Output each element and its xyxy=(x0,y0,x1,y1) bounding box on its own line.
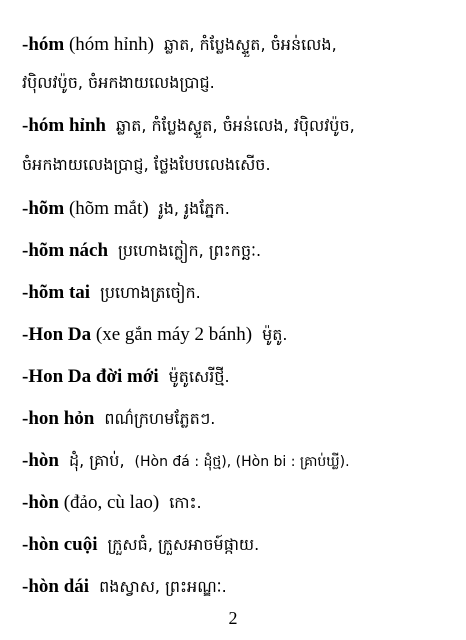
vietnamese-gloss: (hóm hỉnh) xyxy=(68,34,154,55)
headword: -hon hỏn xyxy=(22,408,95,429)
dictionary-entry xyxy=(22,32,452,58)
page-number: 2 xyxy=(228,608,238,628)
vietnamese-gloss: (xe gắn máy 2 bánh) xyxy=(95,324,253,345)
khmer-definition: ក្រួសធំ, ក្រួសអាចម៍ផ្កាយ. xyxy=(107,535,260,554)
entry-continuation xyxy=(22,152,452,178)
dictionary-entry xyxy=(22,490,452,516)
headword: -hòn xyxy=(22,450,59,471)
dictionary-entry xyxy=(22,448,452,475)
dictionary-entry xyxy=(22,196,452,222)
headword: -Hon Da xyxy=(22,324,92,345)
khmer-definition: ឆ្លាត, កំប្លែងស្ទួត, ចំអន់លេង, xyxy=(163,35,337,54)
vietnamese-gloss: (hõm mắt) xyxy=(68,198,149,219)
khmer-definition: ម៉ូតូ. xyxy=(262,325,288,344)
dictionary-entry xyxy=(22,238,452,264)
headword: -hóm hỉnh xyxy=(22,115,106,136)
dictionary-entry xyxy=(22,532,452,558)
khmer-definition: រូង, រូងភ្នែក. xyxy=(158,199,230,218)
headword: -hõm tai xyxy=(22,282,91,303)
khmer-definition: ពណ៌ក្រហមភ្លែតៗ. xyxy=(104,409,216,428)
headword: -hõm xyxy=(22,198,65,219)
khmer-definition: កោះ. xyxy=(169,493,202,512)
khmer-definition: វប៉ិលវប៉ូច, ចំអកងាយលេងប្រាជ្ញ. xyxy=(22,73,215,92)
dictionary-entry xyxy=(22,406,452,432)
khmer-definition: ប្រហោងក្លៀក, ព្រះកច្ឆៈ. xyxy=(118,241,262,260)
headword: -Hon Da đời mới xyxy=(22,366,159,387)
khmer-definition: ពងស្វាស, ព្រះអណ្ឌៈ. xyxy=(99,577,227,596)
khmer-definition: ដុំ, គ្រាប់, xyxy=(68,451,125,470)
headword: -hòn dái xyxy=(22,576,90,597)
khmer-definition: ម៉ូតូសេរីថ្មី. xyxy=(168,367,230,386)
headword: -hóm xyxy=(22,34,65,55)
vietnamese-gloss: (đảo, cù lao) xyxy=(63,492,160,513)
headword: -hõm nách xyxy=(22,240,109,261)
dictionary-entry xyxy=(22,574,452,600)
khmer-definition: ឆ្លាត, កំប្លែងស្ទួត, ចំអន់លេង, វប៉ិលវប៉ូច, xyxy=(115,116,355,135)
headword: -hòn cuội xyxy=(22,534,98,555)
dictionary-entry xyxy=(22,364,452,390)
dictionary-entry xyxy=(22,322,452,348)
usage-examples: (Hòn đá : ដុំថ្ម), (Hòn bi : គ្រាប់ឃ្លី). xyxy=(134,454,350,470)
dictionary-entry xyxy=(22,280,452,306)
khmer-definition: ចំអកងាយលេងប្រាជ្ញ, ថ្លែងបែបលេងសើច. xyxy=(22,155,271,174)
khmer-definition: ប្រហោងត្រចៀក. xyxy=(100,283,201,302)
dictionary-entry xyxy=(22,113,452,139)
headword: -hòn xyxy=(22,492,59,513)
entry-continuation xyxy=(22,70,452,96)
